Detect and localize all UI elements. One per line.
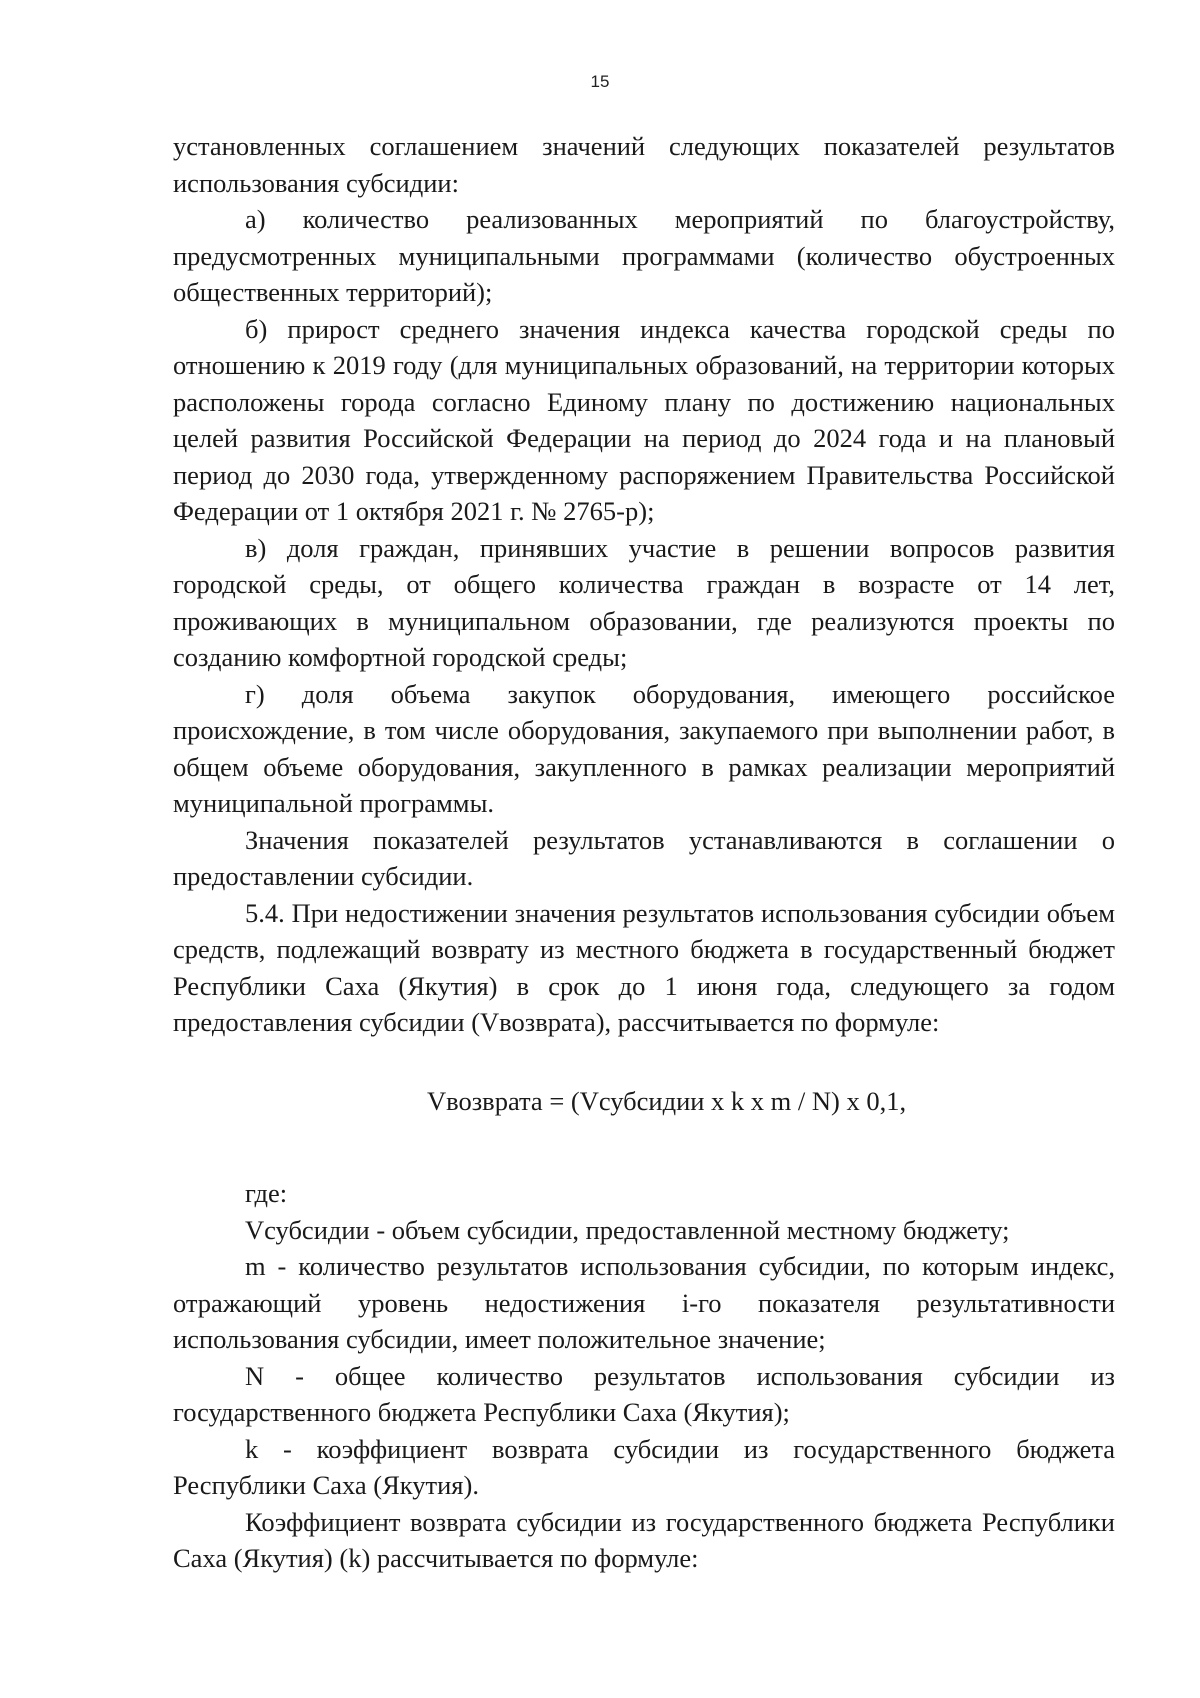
paragraph-item-b: б) прирост среднего значения индекса качества городской среды по отношению к 2019 году (для муниципальных образований, на территории которых расположены города согласно Единому плану по достижению национальных целей развития Российской Федерации на период до 2024 года и на плановый период до 2030 года, утвержденному распоряжением Правительства Российской Федерации от 1 октября 2021 г. № 2765-р); [173,313,1115,526]
definition-n: N - общее количество результатов использования субсидии из государственного бюджета Республики Саха (Якутия); [173,1360,1115,1427]
page-number: 15 [590,72,610,91]
paragraph-item-a: а) количество реализованных мероприятий по благоустройству, предусмотренных муниципальными программами (количество обустроенных общественных территорий); [173,204,1115,307]
paragraph-item-g: г) доля объема закупок оборудования, имеющего российское происхождение, в том числе оборудования, закупаемого при выполнении работ, в общем объеме оборудования, закупленного в рамках реализации мероприятий муниципальной программы. [173,678,1115,818]
definition-v-subsidy: Vсубсидии - объем субсидии, предоставленной местному бюджету; [245,1214,1010,1245]
paragraph-values-note: Значения показателей результатов устанавливаются в соглашении о предоставлении субсидии. [173,824,1115,891]
paragraph-where: где: [245,1178,288,1208]
definition-k: k - коэффициент возврата субсидии из государственного бюджета Республики Саха (Якутия). [173,1433,1115,1500]
definition-m: m - количество результатов использования субсидии, по которым индекс, отражающий уровень недостижения i-го показателя результативности использования субсидии, имеет положительное значение; [173,1251,1115,1354]
paragraph-results-intro: установленных соглашением значений следующих показателей результатов использования субсидии: [173,131,1115,198]
formula-return-volume: Vвозврата = (Vсубсидии x k x m / N) x 0,1, [427,1085,907,1116]
paragraph-k-formula-intro: Коэффициент возврата субсидии из государственного бюджета Республики Саха (Якутия) (k) рассчитывается по формуле: [173,1506,1115,1573]
paragraph-item-v: в) доля граждан, принявших участие в решении вопросов развития городской среды, от общего количества граждан в возрасте от 14 лет, проживающих в муниципальном образовании, где реализуются проекты по созданию комфортной городской среды; [173,532,1115,672]
paragraph-5-4: 5.4. При недостижении значения результатов использования субсидии объем средств, подлежащий возврату из местного бюджета в государственный бюджет Республики Саха (Якутия) в срок до 1 июня года, следующего за годом предоставления субсидии (Vвозврата), рассчитывается по формуле: [173,897,1115,1037]
document-body [173,128,1115,1577]
